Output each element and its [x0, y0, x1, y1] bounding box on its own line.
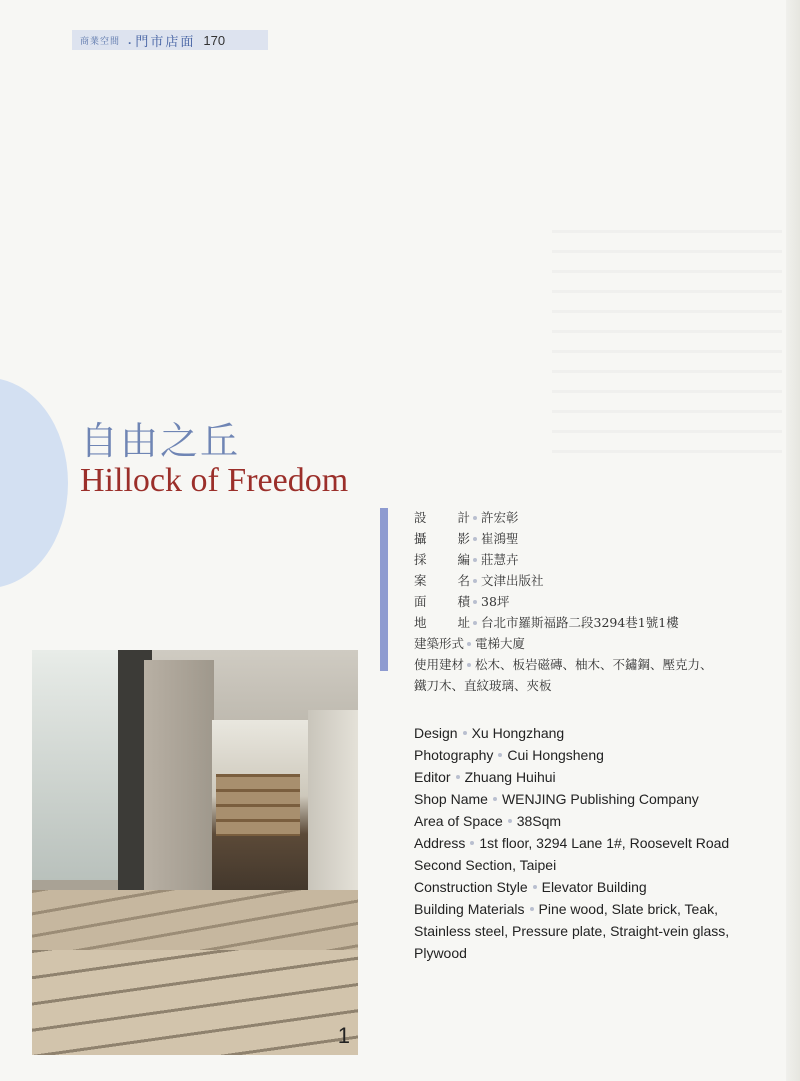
credit-zh-design: [414, 507, 744, 528]
bullet-dot: [473, 621, 477, 625]
bullet-dot: [470, 841, 474, 845]
credit-zh-style: [414, 633, 744, 654]
credit-value: 松木、板岩磁磚、柚木、不鏽鋼、壓克力、鐵刀木、直紋玻璃、夾板: [414, 657, 713, 693]
credit-label: 案名: [414, 573, 470, 588]
credit-value: Zhuang Huihui: [464, 769, 556, 785]
credits-english: [414, 722, 744, 964]
credit-label: 面積: [414, 594, 470, 609]
credit-en-shop-name: [414, 788, 744, 810]
credit-zh-area: [414, 591, 744, 612]
bullet-dot: [533, 885, 537, 889]
credit-label: Area of Space: [414, 813, 503, 829]
credit-en-design: [414, 722, 744, 744]
credit-value: 崔鴻聖: [481, 531, 519, 546]
credit-value: 1st floor, 3294 Lane 1#, Roosevelt Road Second Section, Taipei: [414, 835, 730, 873]
bullet-dot: [473, 600, 477, 604]
credit-label: 地址: [414, 615, 470, 630]
credit-value: 莊慧卉: [481, 552, 519, 567]
credit-label: 建築形式: [414, 636, 465, 651]
credit-en-area: [414, 810, 744, 832]
credit-label: Photography: [414, 747, 494, 763]
page-edge-shadow: [786, 0, 800, 1081]
credit-value: 38坪: [481, 594, 510, 609]
bullet-dot: [467, 642, 471, 646]
credit-en-style: [414, 876, 744, 898]
photo-number: 1: [337, 1023, 350, 1048]
credit-label: Editor: [414, 769, 451, 785]
bleed-through-texture: [552, 230, 782, 470]
decorative-circle: [0, 378, 68, 588]
credit-en-editor: [414, 766, 744, 788]
bullet-dot: [498, 753, 502, 757]
credit-label: Construction Style: [414, 879, 528, 895]
credit-value: Xu Hongzhang: [471, 725, 565, 741]
photo-window: [32, 650, 124, 880]
credit-value: WENJING Publishing Company: [501, 791, 699, 807]
photo-wood-steps: [32, 950, 358, 1055]
photo-stone-pillar: [144, 660, 214, 910]
credit-value: Cui Hongsheng: [507, 747, 604, 763]
page-number: 170: [203, 32, 226, 48]
credit-en-photography: [414, 744, 744, 766]
credit-label: 攝影: [414, 531, 470, 546]
bullet-dot: [467, 663, 471, 667]
credit-zh-project: [414, 570, 744, 591]
bullet-dot: [473, 558, 477, 562]
title-chinese: 自由之丘: [80, 419, 241, 463]
bullet-dot: [473, 579, 477, 583]
credit-value: Elevator Building: [541, 879, 647, 895]
credit-label: Shop Name: [414, 791, 488, 807]
credit-label: Building Materials: [414, 901, 525, 917]
credit-label: Address: [414, 835, 466, 851]
bullet-dot: [473, 516, 477, 520]
credit-en-address: [414, 832, 744, 876]
credit-value: 電梯大廈: [475, 636, 526, 651]
credit-zh-address: [414, 612, 744, 633]
bullet-dot: [530, 907, 534, 911]
credit-value: Pine wood, Slate brick, Teak, Stainless steel, Pressure plate, Straight-vein glass, Plywood: [414, 901, 730, 961]
storefront-photo: [32, 650, 358, 1055]
credit-zh-photography: [414, 528, 744, 549]
credit-en-materials: [414, 898, 744, 964]
credit-value: 許宏彰: [481, 510, 519, 525]
title-english: Hillock of Freedom: [80, 462, 349, 499]
credits-chinese: [414, 507, 744, 696]
credit-value: 台北市羅斯福路二段3294巷1號1樓: [481, 615, 679, 630]
credit-value: 38Sqm: [516, 813, 562, 829]
accent-bar: [380, 508, 388, 671]
header-section: 商業空間: [80, 35, 121, 46]
bullet-dot: [473, 537, 477, 541]
credit-label: Design: [414, 725, 458, 741]
credit-zh-editor: [414, 549, 744, 570]
bullet-dot: [463, 731, 467, 735]
photo-bookshelves: [216, 774, 300, 836]
credit-label: 採編: [414, 552, 470, 567]
header-separator: .: [128, 33, 132, 47]
credit-label: 設計: [414, 510, 470, 525]
bullet-dot: [456, 775, 460, 779]
header-category: 門市店面: [135, 34, 196, 50]
running-header: [72, 30, 268, 50]
bullet-dot: [493, 797, 497, 801]
credit-label: 使用建材: [414, 657, 465, 672]
photo-side-wall: [308, 710, 358, 910]
bullet-dot: [508, 819, 512, 823]
credit-value: 文津出版社: [481, 573, 544, 588]
credit-zh-materials: [414, 654, 724, 696]
